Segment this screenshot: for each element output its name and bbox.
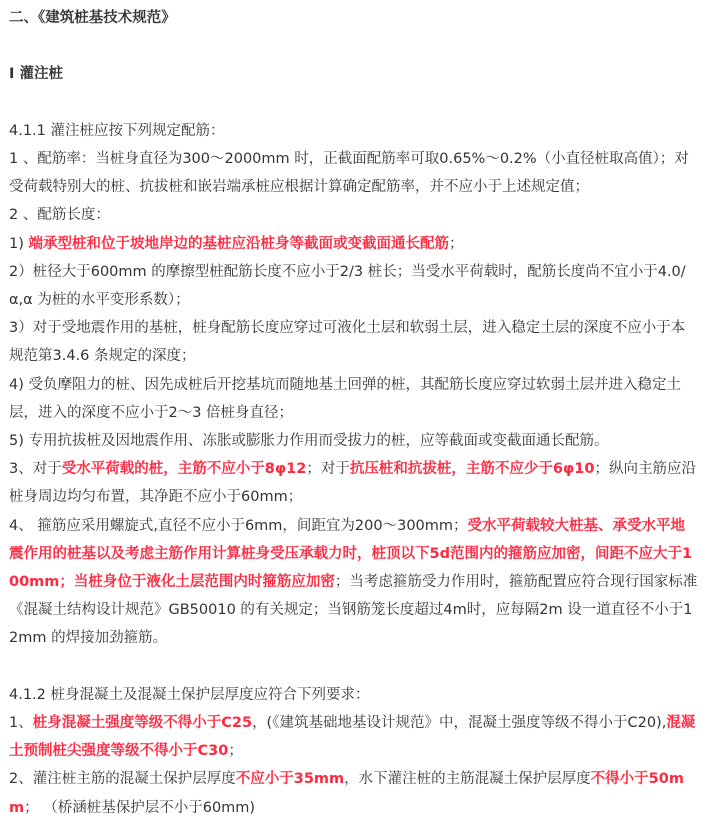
paragraph xyxy=(9,201,698,229)
text-segment: 2）桩径大于600mm 的摩擦型桩配筋长度不应小于2/3 桩长；当受水平荷载时，配筋长度尚不宜小于4.0/α,α 为桩的水平变形系数）； xyxy=(9,263,686,308)
highlighted-text: 端承型桩和位于坡地岸边的基桩应沿桩身等截面或变截面通长配筋 xyxy=(28,235,449,252)
text-segment: 4.1.1 灌注桩应按下列规定配筋： xyxy=(9,122,225,139)
paragraph xyxy=(9,512,698,653)
paragraph xyxy=(9,765,698,821)
blank-line xyxy=(9,32,698,60)
paragraph xyxy=(9,427,698,455)
text-segment: 3）对于受地震作用的基桩，桩身配筋长度应穿过可液化土层和软弱土层，进入稳定土层的深度不应小于本规范第3.4.6 条规定的深度； xyxy=(9,320,686,365)
text-segment: 2、灌注桩主筋的混凝土保护层厚度 xyxy=(9,771,236,788)
section-title xyxy=(9,4,698,32)
paragraph xyxy=(9,709,698,765)
text-segment: 3、对于 xyxy=(9,461,62,478)
highlighted-text: 受水平荷载较大桩基、承受水平地震作用的桩基以及考虑主筋作用计算桩身受压承载力时，桩顶以下5d范围内的箍筋应加密，间距不应大于100mm；当桩身位于液化土层范围内时箍筋应加密 xyxy=(9,517,693,591)
text-segment: 1、 xyxy=(9,715,33,732)
paragraph xyxy=(9,314,698,370)
highlighted-text: 不应小于35mm xyxy=(235,771,345,788)
paragraph xyxy=(9,371,698,427)
highlighted-text: 桩身混凝土强度等级不得小于C25 xyxy=(32,715,253,732)
paragraph xyxy=(9,117,698,145)
text-segment: ；纵向主筋应沿桩身周边均匀布置，其净距不应小于60mm； xyxy=(9,461,696,506)
text-segment: 2 、配筋长度： xyxy=(9,207,110,224)
highlighted-text: 不得小于50mm xyxy=(9,771,684,816)
paragraph xyxy=(9,230,698,258)
subsection-heading xyxy=(9,60,698,88)
highlighted-text: 受水平荷载的桩，主筋不应小于8φ12 xyxy=(61,461,307,478)
text-segment: Ⅰ 灌注桩 xyxy=(9,66,63,83)
paragraph xyxy=(9,455,698,511)
paragraph xyxy=(9,258,698,314)
text-segment: 4、 箍筋应采用螺旋式,直径不应小于6mm，间距宜为200～300mm； xyxy=(9,517,468,534)
highlighted-text: 抗压桩和抗拔桩，主筋不应少于6φ10 xyxy=(349,461,595,478)
text-segment: 1 、配筋率：当桩身直径为300～2000mm 时，正截面配筋率可取0.65%～0.2%（小直径桩取高值）；对受荷载特别大的桩、抗拔桩和嵌岩端承桩应根据计算确定配筋率，并不应小于上述规定值； xyxy=(9,150,689,196)
paragraph xyxy=(9,145,698,201)
text-segment: ，(《建筑基础地基设计规范》中，混凝土强度等级不得小于C20), xyxy=(252,715,667,732)
text-segment: ； （桥涵桩基保护层不小于60mm) xyxy=(24,799,256,816)
text-segment: ； xyxy=(228,743,243,760)
highlighted-text: 混凝土预制桩尖强度等级不得小于C30 xyxy=(9,715,696,760)
text-segment: ； xyxy=(449,235,464,252)
text-segment: 4.1.2 桩身混凝土及混凝土保护层厚度应符合下列要求： xyxy=(9,686,370,703)
text-segment: ，水下灌注桩的主筋混凝土保护层厚度 xyxy=(344,771,591,788)
text-segment: 4) 受负摩阻力的桩、因先成桩后开挖基坑而随地基土回弹的桩，其配筋长度应穿过软弱土层并进入稳定土层，进入的深度不应小于2～3 倍桩身直径； xyxy=(9,376,681,421)
text-segment: 1) xyxy=(9,235,29,252)
text-segment: 二、《建筑桩基技术规范》 xyxy=(9,10,176,26)
text-segment: 5) 专用抗拔桩及因地震作用、冻胀或膨胀力作用而受拔力的桩，应等截面或变截面通长配筋。 xyxy=(9,433,609,450)
blank-line xyxy=(9,653,698,681)
blank-line xyxy=(9,89,698,117)
paragraph xyxy=(9,681,698,709)
text-segment: ；对于 xyxy=(306,461,350,478)
text-segment: ；当考虑箍筋受力作用时，箍筋配置应符合现行国家标准《混凝土结构设计规范》GB50010 的有关规定；当钢筋笼长度超过4m时，应每隔2m 设一道直径不小于12mm 的焊接加劲箍筋。 xyxy=(9,574,698,647)
